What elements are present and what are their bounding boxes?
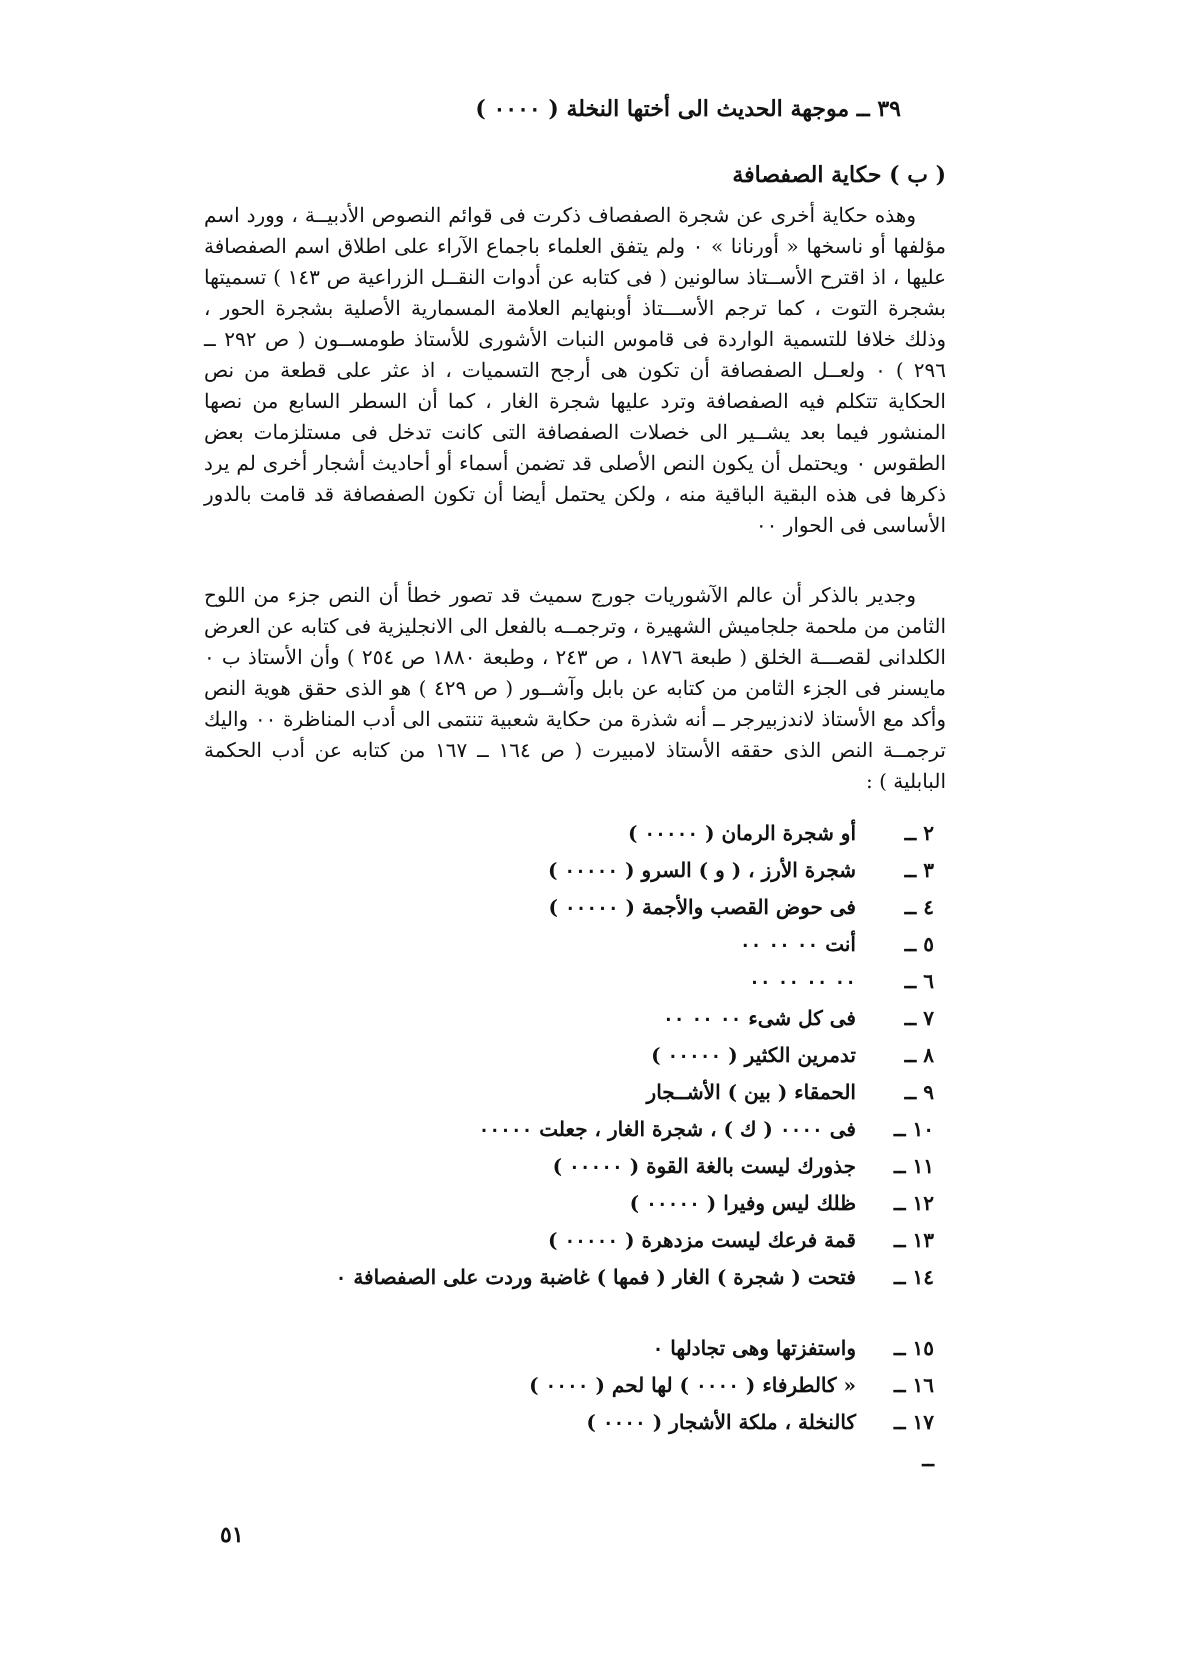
- verse-text: قمة فرعك ليست مزدهرة ( ٠٠٠٠٠ ): [548, 1228, 856, 1252]
- verse-line: [204, 815, 946, 852]
- verse-line: [204, 1185, 946, 1222]
- verse-line: [204, 1037, 946, 1074]
- verse-line: [204, 1259, 946, 1296]
- verse-number: ١٦ ــ: [893, 1373, 934, 1397]
- verse-number: ١٧ ــ: [893, 1410, 934, 1434]
- verse-line: [204, 1441, 946, 1478]
- verse-text: ٠٠ ٠٠ ٠٠ ٠٠: [749, 969, 856, 993]
- verse-line: [204, 1074, 946, 1111]
- verse-line: [204, 1330, 946, 1367]
- verse-number: ٨ ــ: [904, 1043, 934, 1067]
- verse-number: ٥ ــ: [904, 932, 934, 956]
- verse-number: ١٤ ــ: [893, 1265, 934, 1289]
- verse-text: أنت ٠٠ ٠٠ ٠٠: [739, 932, 856, 956]
- verse-text: « كالطرفاء ( ٠٠٠٠ ) لها لحم ( ٠٠٠٠ ): [529, 1373, 856, 1397]
- verse-number: ٢ ــ: [904, 821, 934, 845]
- verse-line: [204, 1222, 946, 1259]
- verse-line: [204, 1367, 946, 1404]
- verse-line: [204, 926, 946, 963]
- verse-text: شجرة الأرز ، ( و ) السرو ( ٠٠٠٠٠ ): [547, 858, 856, 882]
- body-paragraph-2: وجدير بالذكر أن عالم الآشوريات جورج سميث قد تصور خطأ أن النص جزء من اللوح الثامن من ملحمة جلجاميش الشهيرة ، وترجمــه بالفعل الى الانجليزية فى كتابه عن العرض الكلدانى لقصـــة الخلق ( طبعة ١٨٧٦ ، ص ٢٤٣ ، وطبعة ١٨٨٠ ص ٢٥٤ ) وأن الأستاذ ب ٠ مايسنر فى الجزء الثامن من كتابه عن بابل وآشــور ( ص ٤٢٩ ) هو الذى حقق هوية النص وأكد مع الأستاذ لاندزبيرجر ــ أنه شذرة من حكاية شعبية تنتمى الى أدب المناظرة ٠٠ واليك ترجمــة النص الذى حققه الأستاذ لامبيرت ( ص ١٦٤ ــ ١٦٧ من كتابه عن أدب الحكمة البابلية ) :: [204, 583, 947, 793]
- section-heading: ( ب ) حكاية الصفصافة: [732, 162, 946, 188]
- verse-text: فى حوض القصب والأجمة ( ٠٠٠٠٠ ): [548, 895, 856, 919]
- verse-text: فتحت ( شجرة ) الغار ( فمها ) غاضبة وردت على الصفصافة ٠: [335, 1265, 856, 1289]
- verse-text: ظلك ليس وفيرا ( ٠٠٠٠٠ ): [629, 1191, 856, 1215]
- body-paragraph-1: وهذه حكاية أخرى عن شجرة الصفصاف ذكرت فى قوائم النصوص الأدبيــة ، وورد اسم مؤلفها أو ناسخها « أورنانا » ٠ ولم يتفق العلماء باجماع الآراء على اطلاق اسم الصفصافة عليها ، اذ اقترح الأســتاذ سالونين ( فى كتابه عن أدوات النقــل الزراعية ص ١٤٣ ) تسميتها بشجرة التوت ، كما ترجم الأســـتاذ أوبنهايم العلامة المسمارية الأصلية بشجرة الحور ، وذلك خلافا للتسمية الواردة فى قاموس النبات الأشورى للأستاذ طومســون ( ص ٢٩٢ ــ ٢٩٦ ) ٠ ولعــل الصفصافة أن تكون هى أرجح التسميات ، اذ عثر على قطعة من نص الحكاية تتكلم فيه الصفصافة وترد عليها شجرة الغار ، كما أن السطر السابع من نصها المنشور فيما بعد يشــير الى خصلات الصفصافة التى كانت تدخل فى مستلزمات بعض الطقوس ٠ ويحتمل أن يكون النص الأصلى قد تضمن أسماء أو أحاديث أشجار أخرى لم يرد ذكرها فى هذه البقية الباقية منه ، ولكن يحتمل أيضا أن تكون الصفصافة قد قامت بالدور الأساسى فى الحوار ٠٠: [204, 203, 947, 537]
- verse-line: [204, 1148, 946, 1185]
- verse-number: ١٥ ــ: [893, 1336, 934, 1360]
- verse-number: ١٢ ــ: [893, 1191, 934, 1215]
- verse-text: فى ٠٠٠٠ ( ك ) ، شجرة الغار ، جعلت ٠٠٠٠٠: [478, 1117, 856, 1141]
- verse-line: [204, 852, 946, 889]
- verse-text: أو شجرة الرمان ( ٠٠٠٠٠ ): [627, 821, 856, 845]
- verse-number: ١١ ــ: [893, 1154, 934, 1178]
- continued-verse-line: ٣٩ ــ موجهة الحديث الى أختها النخلة ( ٠٠٠٠ ): [475, 96, 901, 122]
- page-number: ٥١: [220, 1522, 244, 1548]
- verse-number: ١٠ ــ: [893, 1117, 934, 1141]
- verse-text: جذورك ليست بالغة القوة ( ٠٠٠٠٠ ): [552, 1154, 856, 1178]
- verse-line: [204, 1000, 946, 1037]
- verse-line: [204, 889, 946, 926]
- verse-number: ٣ ــ: [904, 858, 934, 882]
- verse-text: واستفزتها وهى تجادلها ٠: [652, 1336, 856, 1360]
- verse-text: كالنخلة ، ملكة الأشجار ( ٠٠٠٠ ): [586, 1410, 856, 1434]
- verse-number: ــ: [922, 1447, 934, 1471]
- verse-line: [204, 1404, 946, 1441]
- verse-number: ٤ ــ: [904, 895, 934, 919]
- verse-number: ٧ ــ: [904, 1006, 934, 1030]
- verse-list: [204, 815, 946, 1478]
- verse-text: الحمقاء ( بين ) الأشــجار: [646, 1080, 856, 1104]
- verse-number: ٩ ــ: [904, 1080, 934, 1104]
- verse-line: [204, 963, 946, 1000]
- verse-line: [204, 1111, 946, 1148]
- verse-number: ٦ ــ: [904, 969, 934, 993]
- verse-text: تدمرين الكثير ( ٠٠٠٠٠ ): [651, 1043, 856, 1067]
- verse-text: فى كل شىء ٠٠ ٠٠ ٠٠: [662, 1006, 856, 1030]
- verse-number: ١٣ ــ: [893, 1228, 934, 1252]
